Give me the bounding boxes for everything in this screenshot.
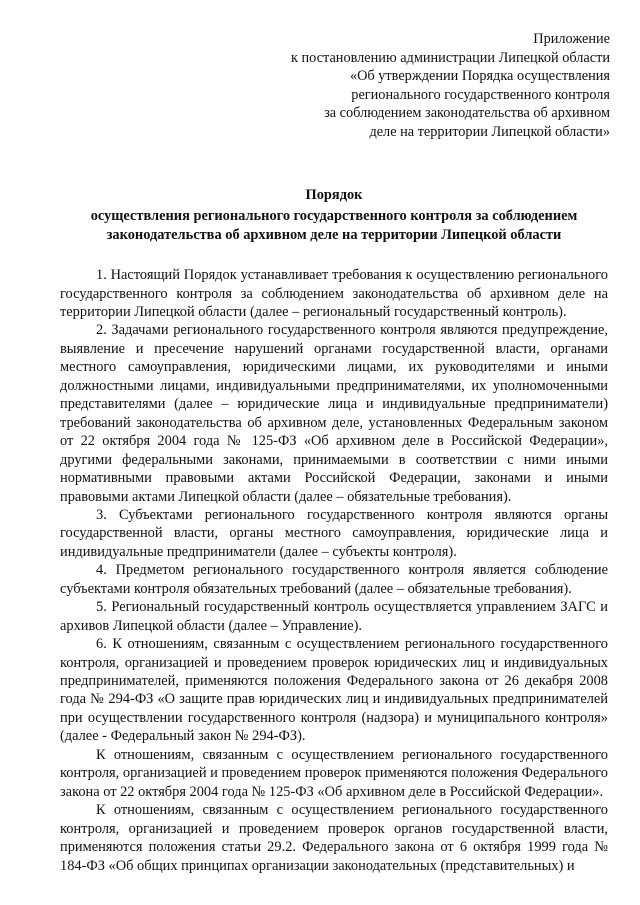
appendix-line: «Об утверждении Порядка осуществления xyxy=(349,68,610,85)
document-body xyxy=(60,266,608,875)
paragraph: 6. К отношениям, связанным с осуществлением регионального государственного контроля, организацией и проведением проверок юридических лиц и индивидуальных предпринимателей, применяются положения Федерального закона от 26 декабря 2008 года № 294-ФЗ «О защите прав юридических лиц и индивидуальных предпринимателей при осуществлении государственного контроля (надзора) и муниципального контроля» (далее - Федеральный закон № 294-ФЗ). xyxy=(60,636,608,745)
paragraph: 1. Настоящий Порядок устанавливает требования к осуществлению регионального государственного контроля за соблюдением законодательства об архивном деле на территории Липецкой области (далее – региональный государственный контроль). xyxy=(60,267,608,320)
appendix-header xyxy=(60,30,610,142)
title-line-1: Порядок xyxy=(305,186,363,203)
paragraph: 5. Региональный государственный контроль осуществляется управлением ЗАГС и архивов Липецкой области (далее – Управление). xyxy=(60,599,608,634)
paragraph: 3. Субъектами регионального государственного контроля являются органы государственной власти, органы местного самоуправления, юридические лица и индивидуальные предприниматели (далее – субъекты контроля). xyxy=(60,506,608,560)
title-line-2: осуществления регионального государственного контроля за соблюдением законодательства об архивном деле на территории Липецкой области xyxy=(90,208,578,243)
appendix-line: за соблюдением законодательства об архивном xyxy=(324,105,610,122)
paragraph: 4. Предметом регионального государственного контроля является соблюдение субъектами контроля обязательных требований (далее – обязательные требования). xyxy=(60,562,608,597)
appendix-line: к постановлению администрации Липецкой области xyxy=(291,49,610,66)
appendix-line: деле на территории Липецкой области» xyxy=(369,123,610,140)
appendix-line: регионального государственного контроля xyxy=(351,86,610,103)
paragraph: К отношениям, связанным с осуществлением регионального государственного контроля, организацией и проведением проверок применяются положения Федерального закона от 22 октября 2004 года № 125-ФЗ «Об архивном деле в Российской Федерации». xyxy=(60,746,608,800)
document-title xyxy=(60,186,608,245)
paragraph: К отношениям, связанным с осуществлением регионального государственного контроля, организацией и проведением проверок органов государственной власти, применяются положения статьи 29.2. Федерального закона от 6 октября 1999 года № 184-ФЗ «Об общих принципах организации законодательных (представительных) и xyxy=(60,802,608,874)
appendix-line: Приложение xyxy=(533,31,610,47)
paragraph: 2. Задачами регионального государственного контроля являются предупреждение, выявление и пресечение нарушений органами государственной власти, органами местного самоуправления, юридическими лицами, их руководителями и иными должностными лицами, индивидуальными предпринимателями, их уполномоченными представителями (далее – юридические лица и индивидуальные предприниматели) требований законодательства об архивном деле, установленных Федеральным законом от 22 октября 2004 года № 125-ФЗ «Об архивном деле в Российской Федерации», другими федеральными законами, принимаемыми в соответствии с ними иными нормативными правовыми актами Российской Федерации, законами и иными правовыми актами Липецкой области (далее – обязательные требования). xyxy=(60,322,608,505)
